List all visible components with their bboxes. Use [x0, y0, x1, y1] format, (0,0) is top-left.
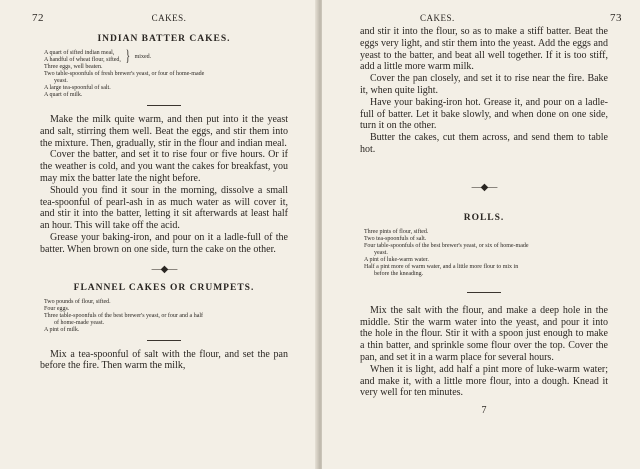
ingredients-rolls	[364, 229, 608, 278]
ingredient-group-mixed	[44, 50, 288, 64]
ingredient-line: before the kneading.	[374, 270, 424, 277]
ingredient-line: Three table-spoonfuls of the best brewer's yeast, or four and a half	[44, 312, 204, 319]
running-head-title-left: CAKES.	[151, 13, 187, 23]
running-head-title-right: CAKES.	[420, 13, 455, 23]
paragraph: Have your baking-iron hot. Grease it, and pour on a ladle-full of batter. Let it bake slowly, and when done on one side, turn it on the other.	[360, 96, 608, 132]
paragraph: Make the milk quite warm, and then put into it the yeast and salt, stirring them well. Beat the eggs, and stir them into the mixture. Then, gradually, stir in the flour and indian meal.	[40, 114, 288, 149]
running-head-left	[32, 12, 288, 26]
ingredient-line: yeast.	[54, 78, 68, 84]
paragraph: Cover the pan closely, and set it to rise near the fire. Bake it, when quite light.	[360, 73, 608, 96]
paragraph: Cover the batter, and set it to rise four or five hours. Or if the weather is cold, and you want the cakes for breakfast, you may mix the batter late the night before.	[40, 149, 288, 184]
ingredient-line: A handful of wheat flour, sifted,	[44, 57, 121, 63]
running-head-right	[360, 12, 622, 26]
paragraph: and stir it into the flour, so as to make a stiff batter. Beat the eggs very light, and stir them into the yeast. Add the eggs and yeast to the batter, and beat all well together. If it is too stiff, add a little more warm milk.	[360, 26, 608, 73]
recipe-body-flannel-cakes-continued	[360, 26, 608, 156]
paragraph: Grease your baking-iron, and pour on it a ladle-full of the batter. When brown on one side, turn the cake on the other.	[40, 231, 288, 255]
divider-rule	[467, 292, 501, 293]
divider-rule	[147, 105, 181, 106]
ingredient-line: A quart of milk.	[44, 92, 83, 98]
page-number-right: 73	[610, 12, 622, 24]
ingredient-line: Half a pint more of warm water, and a little more flour to mix in	[364, 263, 519, 270]
recipe-title-flannel-cakes: FLANNEL CAKES OR CRUMPETS.	[73, 282, 255, 293]
ingredient-line: of home-made yeast.	[54, 319, 105, 326]
ingredient-line: A quart of sifted indian meal,	[44, 50, 115, 56]
ingredient-line: A pint of milk.	[44, 326, 80, 333]
ingredient-line: Three pints of flour, sifted.	[364, 228, 429, 235]
page-number-left: 72	[32, 12, 44, 24]
brace-glyph: }	[125, 48, 131, 65]
ornament-divider: ―◆―	[471, 181, 497, 193]
brace-note: mixed.	[134, 53, 152, 60]
paragraph: Mix the salt with the flour, and make a deep hole in the middle. Stir the warm water into the yeast, and pour it into the hole in the flour. Stir it with a spoon just enough to make a thin batter, and sprinkle some flour over the top. Cover the pan, and set it in a warm place for several hours.	[360, 304, 608, 363]
ingredient-line: Four eggs.	[44, 305, 70, 312]
ingredient-line: yeast.	[374, 249, 388, 256]
paragraph: When it is light, add half a pint more of luke-warm water; and make it, with a little more flour, into a dough. Knead it very well for ten minutes.	[360, 363, 608, 399]
right-page	[322, 0, 640, 469]
recipe-title-rolls: ROLLS.	[463, 212, 505, 223]
signature-mark: 7	[481, 405, 487, 417]
ingredients-flannel-cakes	[44, 299, 288, 334]
ingredient-line: Three eggs, well beaten.	[44, 64, 103, 70]
ingredient-line: A pint of luke-warm water.	[364, 256, 429, 263]
ingredient-line: Two pounds of flour, sifted.	[44, 298, 111, 305]
ornament-divider: ―◆―	[151, 263, 177, 275]
ingredient-line: A large tea-spoonful of salt.	[44, 85, 111, 91]
ingredient-line: Two table-spoonfuls of fresh brewer's yeast, or four of home-made	[44, 71, 205, 77]
recipe-body-rolls	[360, 305, 608, 399]
recipe-body-indian-batter-cakes	[40, 114, 288, 256]
left-page	[0, 0, 318, 469]
recipe-title-indian-batter-cakes: INDIAN BATTER CAKES.	[97, 34, 231, 44]
paragraph: Should you find it sour in the morning, dissolve a small tea-spoonful of pearl-ash in as much water as will cover it, and stir it into the batter, letting it sit afterwards at least half an hour. This will take off the acid.	[40, 184, 288, 232]
ingredient-line: Four table-spoonfuls of the best brewer's yeast, or six of home-made	[364, 242, 529, 249]
ingredient-line: Two tea-spoonfuls of salt.	[364, 235, 427, 242]
recipe-body-flannel-cakes	[40, 349, 288, 373]
divider-rule	[147, 340, 181, 341]
paragraph: Butter the cakes, cut them across, and send them to table hot.	[360, 132, 608, 155]
ingredients-indian-batter-cakes	[44, 50, 288, 99]
paragraph: Mix a tea-spoonful of salt with the flour, and set the pan before the fire. Then warm the milk,	[40, 348, 288, 372]
